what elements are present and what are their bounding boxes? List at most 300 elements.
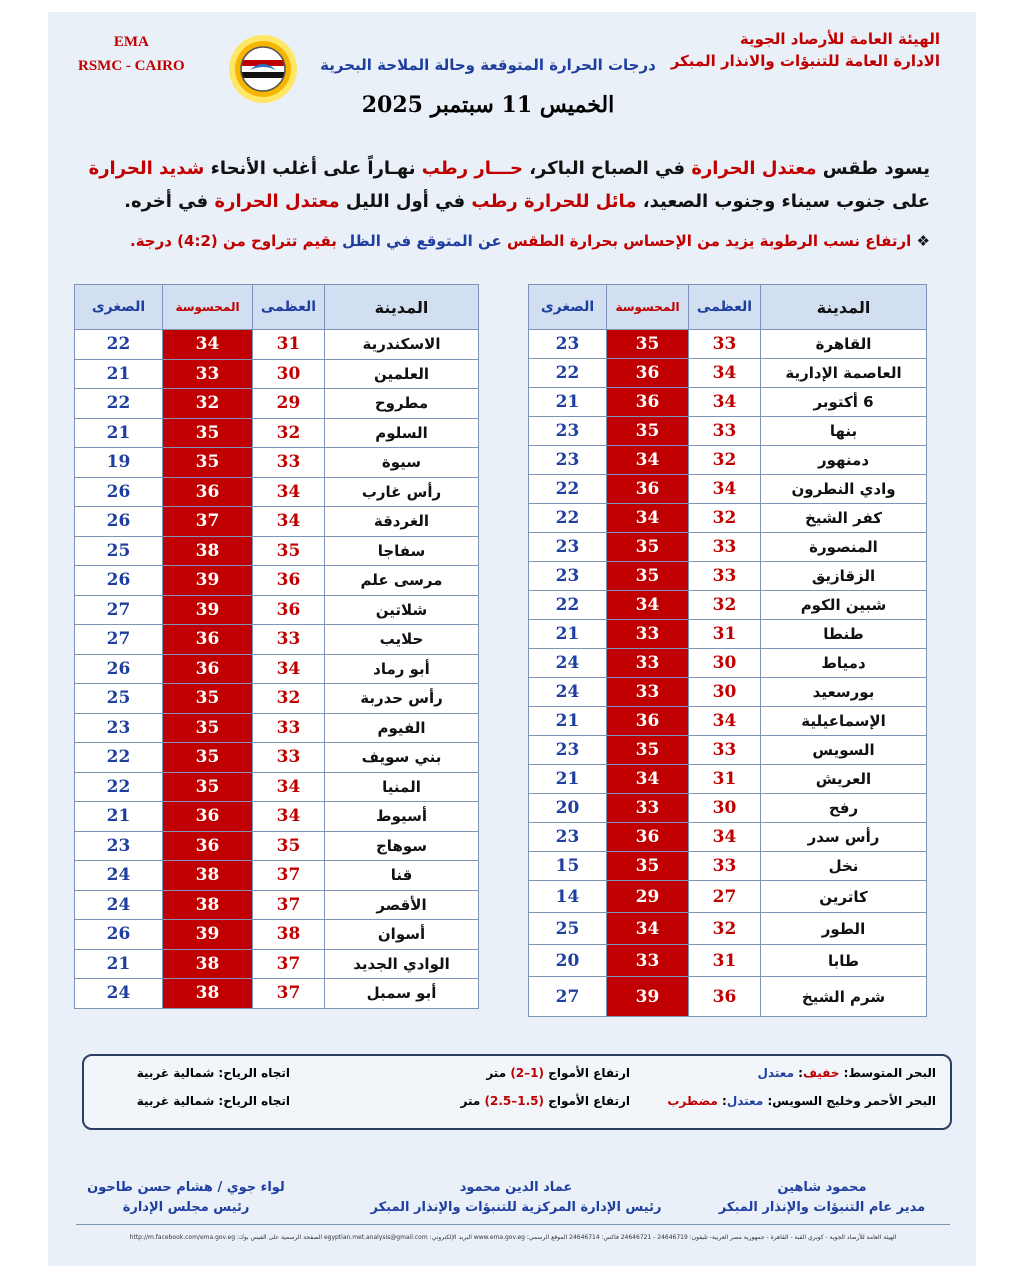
min-cell: 26 — [75, 507, 163, 537]
min-cell: 26 — [75, 566, 163, 596]
forecast-highlight: معتدل الحرارة — [214, 191, 340, 212]
city-cell: مطروح — [325, 389, 479, 419]
table-row — [529, 707, 927, 736]
feel-cell: 35 — [163, 684, 253, 714]
table-row — [75, 654, 479, 684]
table-row — [75, 920, 479, 950]
table-row — [75, 949, 479, 979]
min-cell: 22 — [75, 772, 163, 802]
max-cell: 38 — [253, 920, 325, 950]
city-cell: شرم الشيخ — [761, 977, 927, 1017]
min-cell: 22 — [529, 504, 607, 533]
header-feel: المحسوسة — [163, 285, 253, 330]
forecast-part: نهـاراً على أغلب الأنحاء — [204, 158, 422, 179]
city-cell: أبو سمبل — [325, 979, 479, 1009]
table-row — [75, 625, 479, 655]
signature-title: رئيس مجلس الإدارة — [122, 1200, 250, 1215]
feel-cell: 33 — [607, 678, 689, 707]
max-cell: 37 — [253, 979, 325, 1009]
city-cell: سوهاج — [325, 831, 479, 861]
sea-state: معتدل — [757, 1066, 794, 1080]
city-cell: رأس حدربة — [325, 684, 479, 714]
forecast-highlight: معتدل الحرارة — [691, 158, 817, 179]
signature-name: محمود شاهين — [777, 1180, 867, 1195]
feel-cell: 35 — [607, 562, 689, 591]
org-line-2: الادارة العامة للتنبؤات والانذار المبكر — [670, 52, 940, 70]
max-cell: 33 — [253, 743, 325, 773]
sea-conditions-box — [82, 1054, 952, 1130]
signature-name: عماد الدين محمود — [459, 1180, 573, 1195]
min-cell: 20 — [529, 945, 607, 977]
min-cell: 21 — [75, 418, 163, 448]
min-cell: 27 — [529, 977, 607, 1017]
table-row — [75, 536, 479, 566]
min-cell: 25 — [75, 536, 163, 566]
max-cell: 33 — [689, 533, 761, 562]
max-cell: 35 — [253, 536, 325, 566]
feel-cell: 33 — [607, 649, 689, 678]
min-cell: 21 — [529, 765, 607, 794]
note-part: بقيم تتراوح من (4:2) درجة. — [130, 232, 343, 250]
ema-logo-icon — [228, 34, 298, 104]
min-cell: 24 — [529, 649, 607, 678]
city-cell: وادي النطرون — [761, 475, 927, 504]
table-row — [75, 772, 479, 802]
max-cell: 36 — [689, 977, 761, 1017]
max-cell: 34 — [253, 654, 325, 684]
right-temperature-table — [528, 284, 927, 1017]
max-cell: 34 — [689, 475, 761, 504]
table-row — [529, 417, 927, 446]
table-row — [75, 389, 479, 419]
city-cell: العلمين — [325, 359, 479, 389]
feel-cell: 35 — [163, 418, 253, 448]
min-cell: 23 — [75, 713, 163, 743]
max-cell: 29 — [253, 389, 325, 419]
feel-cell: 35 — [163, 743, 253, 773]
header-max: العظمى — [253, 285, 325, 330]
feel-cell: 33 — [607, 620, 689, 649]
city-cell: الاسكندرية — [325, 330, 479, 360]
min-cell: 23 — [529, 417, 607, 446]
waves-value: (1–2) — [510, 1066, 544, 1080]
footer-divider — [76, 1224, 950, 1225]
table-row — [529, 945, 927, 977]
feel-cell: 35 — [163, 772, 253, 802]
max-cell: 31 — [689, 620, 761, 649]
max-cell: 32 — [689, 446, 761, 475]
max-cell: 34 — [689, 388, 761, 417]
sea-sep: : — [794, 1066, 803, 1080]
city-cell: دمنهور — [761, 446, 927, 475]
table-row — [529, 765, 927, 794]
min-cell: 26 — [75, 920, 163, 950]
feel-cell: 36 — [607, 475, 689, 504]
table-row — [529, 388, 927, 417]
feel-cell: 36 — [163, 831, 253, 861]
city-cell: مرسى علم — [325, 566, 479, 596]
signature-3 — [76, 1178, 296, 1218]
ema-label — [78, 30, 185, 78]
max-cell: 37 — [253, 949, 325, 979]
note-part: ارتفاع نسب الرطوبة يزيد من الإحساس بحرارة الطقس — [501, 232, 912, 250]
max-cell: 34 — [253, 507, 325, 537]
note-bullet-icon: ❖ — [916, 232, 930, 250]
table-row — [529, 620, 927, 649]
min-cell: 23 — [529, 736, 607, 765]
forecast-part: في الصباح الباكر، — [522, 158, 692, 179]
sea-value: معتدل — [726, 1094, 764, 1108]
city-cell: رفح — [761, 794, 927, 823]
table-row — [75, 802, 479, 832]
table-row — [529, 475, 927, 504]
max-cell: 35 — [253, 831, 325, 861]
max-cell: 36 — [253, 595, 325, 625]
table-row — [529, 330, 927, 359]
min-cell: 24 — [75, 890, 163, 920]
city-cell: الإسماعيلية — [761, 707, 927, 736]
city-cell: رأس غارب — [325, 477, 479, 507]
city-cell: طابا — [761, 945, 927, 977]
city-cell: الأقصر — [325, 890, 479, 920]
table-row — [75, 566, 479, 596]
mediterranean-row — [84, 1066, 950, 1090]
signature-2 — [356, 1178, 676, 1218]
min-cell: 22 — [75, 389, 163, 419]
header-min: الصغرى — [75, 285, 163, 330]
min-cell: 21 — [529, 620, 607, 649]
min-cell: 23 — [529, 823, 607, 852]
feel-cell: 38 — [163, 890, 253, 920]
table-row — [75, 890, 479, 920]
feel-cell: 35 — [163, 713, 253, 743]
max-cell: 31 — [253, 330, 325, 360]
table-row — [529, 678, 927, 707]
feel-cell: 35 — [607, 852, 689, 881]
min-cell: 25 — [75, 684, 163, 714]
city-cell: المنصورة — [761, 533, 927, 562]
table-row — [529, 649, 927, 678]
feel-cell: 38 — [163, 536, 253, 566]
min-cell: 22 — [529, 359, 607, 388]
max-cell: 32 — [689, 591, 761, 620]
table-row — [529, 446, 927, 475]
city-cell: السلوم — [325, 418, 479, 448]
city-cell: أسوان — [325, 920, 479, 950]
min-cell: 21 — [529, 707, 607, 736]
mediterranean-waves — [400, 1066, 630, 1080]
feel-cell: 36 — [163, 625, 253, 655]
ema-line-1: EMA — [113, 34, 149, 50]
min-cell: 24 — [75, 979, 163, 1009]
feel-cell: 34 — [607, 446, 689, 475]
min-cell: 27 — [75, 595, 163, 625]
city-cell: شلاتين — [325, 595, 479, 625]
feel-cell: 37 — [163, 507, 253, 537]
header-city: المدينة — [761, 285, 927, 330]
humidity-note — [78, 232, 930, 250]
city-cell: بورسعيد — [761, 678, 927, 707]
feel-cell: 38 — [163, 861, 253, 891]
feel-cell: 36 — [163, 654, 253, 684]
feel-cell: 39 — [163, 566, 253, 596]
table-row — [75, 684, 479, 714]
max-cell: 30 — [689, 794, 761, 823]
feel-cell: 35 — [163, 448, 253, 478]
left-temperature-table — [74, 284, 479, 1009]
mediterranean-state — [636, 1066, 936, 1080]
min-cell: 21 — [75, 802, 163, 832]
max-cell: 30 — [689, 678, 761, 707]
city-cell: حلايب — [325, 625, 479, 655]
min-cell: 26 — [75, 477, 163, 507]
table-row — [529, 852, 927, 881]
red-sea-state — [636, 1094, 936, 1108]
table-row — [75, 743, 479, 773]
max-cell: 32 — [689, 913, 761, 945]
bulletin-title: درجات الحرارة المتوقعة وحالة الملاحة البحرية — [320, 56, 656, 74]
sea-label: البحر الأحمر وخليج السويس: — [763, 1094, 936, 1108]
forecast-part: على جنوب سيناء وجنوب الصعيد، — [636, 191, 930, 212]
max-cell: 37 — [253, 861, 325, 891]
bulletin-page — [48, 12, 976, 1266]
city-cell: كفر الشيخ — [761, 504, 927, 533]
max-cell: 31 — [689, 765, 761, 794]
forecast-part: في أخره. — [124, 191, 215, 212]
min-cell: 22 — [75, 743, 163, 773]
feel-cell: 38 — [163, 949, 253, 979]
forecast-highlight: مائل للحرارة رطب — [471, 191, 637, 212]
feel-cell: 34 — [607, 913, 689, 945]
max-cell: 34 — [253, 772, 325, 802]
header-feel: المحسوسة — [607, 285, 689, 330]
feel-cell: 36 — [607, 823, 689, 852]
feel-cell: 39 — [163, 595, 253, 625]
min-cell: 24 — [529, 678, 607, 707]
city-cell: المنيا — [325, 772, 479, 802]
city-cell: كاترين — [761, 881, 927, 913]
table-row — [529, 881, 927, 913]
feel-cell: 34 — [607, 504, 689, 533]
city-cell: العاصمة الإدارية — [761, 359, 927, 388]
ema-line-2: RSMC - CAIRO — [78, 58, 185, 74]
feel-cell: 38 — [163, 979, 253, 1009]
feel-cell: 35 — [607, 417, 689, 446]
feel-cell: 32 — [163, 389, 253, 419]
min-cell: 20 — [529, 794, 607, 823]
forecast-highlight: شديد الحرارة — [88, 158, 205, 179]
city-cell: قنا — [325, 861, 479, 891]
mediterranean-wind: اتجاه الرياح: شمالية غربية — [136, 1066, 290, 1080]
red-sea-wind: اتجاه الرياح: شمالية غربية — [136, 1094, 290, 1108]
feel-cell: 36 — [607, 359, 689, 388]
max-cell: 33 — [689, 562, 761, 591]
city-cell: نخل — [761, 852, 927, 881]
header-city: المدينة — [325, 285, 479, 330]
bulletin-date: الخميس 11 سبتمبر 2025 — [361, 92, 615, 118]
city-cell: الطور — [761, 913, 927, 945]
feel-cell: 36 — [163, 477, 253, 507]
feel-cell: 33 — [163, 359, 253, 389]
table-row — [529, 504, 927, 533]
max-cell: 33 — [689, 852, 761, 881]
signature-name: لواء جوي / هشام حسن طاحون — [87, 1180, 285, 1195]
signature-1 — [702, 1178, 942, 1218]
feel-cell: 34 — [607, 765, 689, 794]
table-row — [75, 418, 479, 448]
max-cell: 33 — [689, 330, 761, 359]
city-cell: بنها — [761, 417, 927, 446]
min-cell: 23 — [529, 330, 607, 359]
max-cell: 34 — [253, 477, 325, 507]
header-max: العظمى — [689, 285, 761, 330]
max-cell: 33 — [253, 713, 325, 743]
min-cell: 21 — [529, 388, 607, 417]
table-row — [529, 591, 927, 620]
table-row — [75, 330, 479, 360]
min-cell: 23 — [529, 533, 607, 562]
waves-unit: متر — [486, 1066, 511, 1080]
red-sea-waves — [400, 1094, 630, 1108]
table-row — [75, 448, 479, 478]
forecast-part: يسود طقس — [816, 158, 930, 179]
feel-cell: 35 — [607, 736, 689, 765]
min-cell: 19 — [75, 448, 163, 478]
max-cell: 32 — [253, 418, 325, 448]
city-cell: الغردقة — [325, 507, 479, 537]
feel-cell: 33 — [607, 945, 689, 977]
max-cell: 34 — [253, 802, 325, 832]
table-row — [529, 562, 927, 591]
max-cell: 36 — [253, 566, 325, 596]
table-row — [529, 977, 927, 1017]
footer-contact: الهيئة العامة للأرصاد الجوية - كوبري القبة - القاهرة - جمهورية مصر العربية- تليفون: 24646719 - 24646721 فاكس: 24646714 الموقع الرسمي: www.ema.gov.eg البريد الإلكتروني: egyptian.met.analysis@gmail.com الصفحة الرسمية على الفيس بوك: http://m.facebook.com/ema.gov.eg — [129, 1234, 897, 1241]
table-row — [529, 533, 927, 562]
max-cell: 30 — [689, 649, 761, 678]
city-cell: طنطا — [761, 620, 927, 649]
feel-cell: 35 — [607, 330, 689, 359]
min-cell: 24 — [75, 861, 163, 891]
table-row — [529, 736, 927, 765]
table-row — [529, 823, 927, 852]
table-row — [75, 359, 479, 389]
city-cell: القاهرة — [761, 330, 927, 359]
header-min: الصغرى — [529, 285, 607, 330]
min-cell: 22 — [529, 475, 607, 504]
red-sea-row — [84, 1094, 950, 1118]
signature-title: رئيس الإدارة المركزية للتنبؤات والإنذار المبكر — [370, 1200, 662, 1215]
city-cell: بني سويف — [325, 743, 479, 773]
table-row — [75, 861, 479, 891]
feel-cell: 39 — [163, 920, 253, 950]
max-cell: 34 — [689, 359, 761, 388]
max-cell: 37 — [253, 890, 325, 920]
min-cell: 21 — [75, 359, 163, 389]
min-cell: 23 — [529, 562, 607, 591]
max-cell: 33 — [689, 417, 761, 446]
feel-cell: 35 — [607, 533, 689, 562]
table-row — [75, 979, 479, 1009]
waves-label: ارتفاع الأمواج — [544, 1066, 630, 1080]
max-cell: 34 — [689, 823, 761, 852]
table-row — [75, 713, 479, 743]
organization-name — [671, 28, 940, 72]
min-cell: 27 — [75, 625, 163, 655]
min-cell: 14 — [529, 881, 607, 913]
city-cell: أسيوط — [325, 802, 479, 832]
min-cell: 15 — [529, 852, 607, 881]
city-cell: الوادي الجديد — [325, 949, 479, 979]
max-cell: 27 — [689, 881, 761, 913]
min-cell: 23 — [75, 831, 163, 861]
waves-label: ارتفاع الأمواج — [544, 1094, 630, 1108]
min-cell: 21 — [75, 949, 163, 979]
feel-cell: 29 — [607, 881, 689, 913]
max-cell: 33 — [253, 625, 325, 655]
feel-cell: 36 — [163, 802, 253, 832]
sea-label: البحر المتوسط: — [839, 1066, 936, 1080]
city-cell: الفيوم — [325, 713, 479, 743]
city-cell: أبو رماد — [325, 654, 479, 684]
sea-state: مضطرب — [667, 1094, 718, 1108]
table-row — [529, 913, 927, 945]
min-cell: 23 — [529, 446, 607, 475]
sea-value: خفيف — [802, 1066, 840, 1080]
feel-cell: 34 — [607, 591, 689, 620]
max-cell: 32 — [253, 684, 325, 714]
table-row — [75, 507, 479, 537]
city-cell: رأس سدر — [761, 823, 927, 852]
city-cell: شبين الكوم — [761, 591, 927, 620]
table-row — [75, 831, 479, 861]
feel-cell: 36 — [607, 388, 689, 417]
city-cell: دمياط — [761, 649, 927, 678]
table-row — [529, 794, 927, 823]
city-cell: 6 أكتوبر — [761, 388, 927, 417]
signature-title: مدير عام التنبؤات والإنذار المبكر — [718, 1200, 926, 1215]
min-cell: 22 — [75, 330, 163, 360]
table-row — [75, 595, 479, 625]
max-cell: 34 — [689, 707, 761, 736]
min-cell: 26 — [75, 654, 163, 684]
city-cell: سفاجا — [325, 536, 479, 566]
max-cell: 33 — [689, 736, 761, 765]
city-cell: السويس — [761, 736, 927, 765]
min-cell: 25 — [529, 913, 607, 945]
feel-cell: 36 — [607, 707, 689, 736]
max-cell: 30 — [253, 359, 325, 389]
max-cell: 33 — [253, 448, 325, 478]
table-row — [529, 359, 927, 388]
min-cell: 22 — [529, 591, 607, 620]
feel-cell: 39 — [607, 977, 689, 1017]
max-cell: 31 — [689, 945, 761, 977]
city-cell: الزقازيق — [761, 562, 927, 591]
waves-unit: متر — [460, 1094, 485, 1108]
city-cell: العريش — [761, 765, 927, 794]
city-cell: سيوة — [325, 448, 479, 478]
feel-cell: 34 — [163, 330, 253, 360]
forecast-highlight: حـــار رطب — [421, 158, 523, 179]
table-row — [75, 477, 479, 507]
sea-sep: : — [717, 1094, 727, 1108]
note-highlight: عن المتوقع في الظل — [342, 232, 502, 250]
org-line-1: الهيئة العامة للأرصاد الجوية — [739, 30, 940, 48]
feel-cell: 33 — [607, 794, 689, 823]
max-cell: 32 — [689, 504, 761, 533]
forecast-part: في أول الليل — [339, 191, 472, 212]
forecast-text — [78, 152, 930, 218]
